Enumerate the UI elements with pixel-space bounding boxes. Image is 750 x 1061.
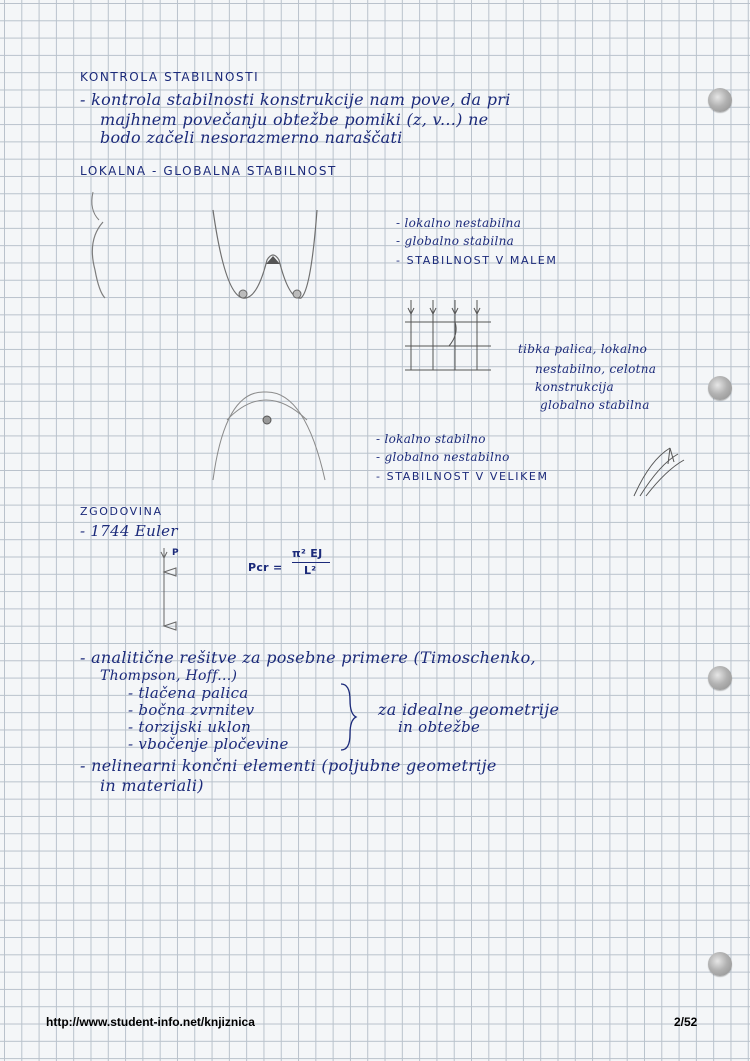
page-heading: KONTROLA STABILNOSTI <box>80 70 260 84</box>
sketch2-note-1: - lokalno stabilno <box>376 432 486 446</box>
sketch1-note-2: - globalno stabilna <box>396 234 515 248</box>
sketch1-note-1: - lokalno nestabilna <box>396 216 522 230</box>
fraction-bar <box>292 562 330 563</box>
binder-hole-4 <box>708 952 732 976</box>
page-number: 2/52 <box>674 1015 698 1029</box>
footer-url: http://www.student-info.net/knjiznica <box>46 1015 255 1029</box>
frame-note-3: konstrukcija <box>535 380 614 394</box>
fem-line-2: in materiali) <box>100 776 204 795</box>
sub-item-4: - vbočenje pločevine <box>128 735 289 753</box>
frame-note-2: nestabilno, celotna <box>535 362 657 376</box>
frame-sketch <box>405 300 505 380</box>
brace-note-2: in obtežbe <box>398 718 481 736</box>
brace-note-1: za idealne geometrije <box>378 700 560 719</box>
sketch1-note-3: - STABILNOST V MALEM <box>396 254 558 267</box>
euler-formula-lhs: Pcr = <box>248 561 283 574</box>
euler-formula-numerator: π² EJ <box>292 547 323 560</box>
euler-column-sketch <box>158 548 188 638</box>
intro-line-1: - kontrola stabilnosti konstrukcije nam pove, da pri <box>80 90 511 109</box>
intro-line-2: majhnem povečanju obtežbe pomiki (z, v...) ne <box>100 110 489 129</box>
binder-hole-1 <box>708 88 732 112</box>
intro-line-3: bodo začeli nesorazmerno naraščati <box>100 128 403 147</box>
sub-item-2: - bočna zvrnitev <box>128 701 255 719</box>
analytic-line-1: - analitične rešitve za posebne primere (Timoschenko, <box>80 648 536 667</box>
analytic-line-2: Thompson, Hoff...) <box>100 668 238 684</box>
history-item-euler: - 1744 Euler <box>80 522 178 540</box>
brace <box>338 682 358 752</box>
binder-hole-2 <box>708 376 732 400</box>
sketch2-note-2: - globalno nestabilno <box>376 450 510 464</box>
shell-sketch <box>630 440 690 500</box>
history-heading: ZGODOVINA <box>80 505 163 518</box>
euler-formula-denominator: L² <box>304 564 317 577</box>
stability-sketch-global <box>205 380 335 490</box>
frame-note-1: tibka palica, lokalno <box>518 342 648 356</box>
stability-subheading: LOKALNA - GLOBALNA STABILNOST <box>80 164 337 178</box>
frame-note-4: globalno stabilna <box>540 398 650 412</box>
stability-sketch-local <box>85 180 315 340</box>
binder-hole-3 <box>708 666 732 690</box>
sub-item-1: - tlačena palica <box>128 684 249 702</box>
fem-line-1: - nelinearni končni elementi (poljubne geometrije <box>80 756 497 775</box>
sketch2-note-3: - STABILNOST V VELIKEM <box>376 470 549 483</box>
load-label: P <box>172 548 179 558</box>
sub-item-3: - torzijski uklon <box>128 718 252 736</box>
